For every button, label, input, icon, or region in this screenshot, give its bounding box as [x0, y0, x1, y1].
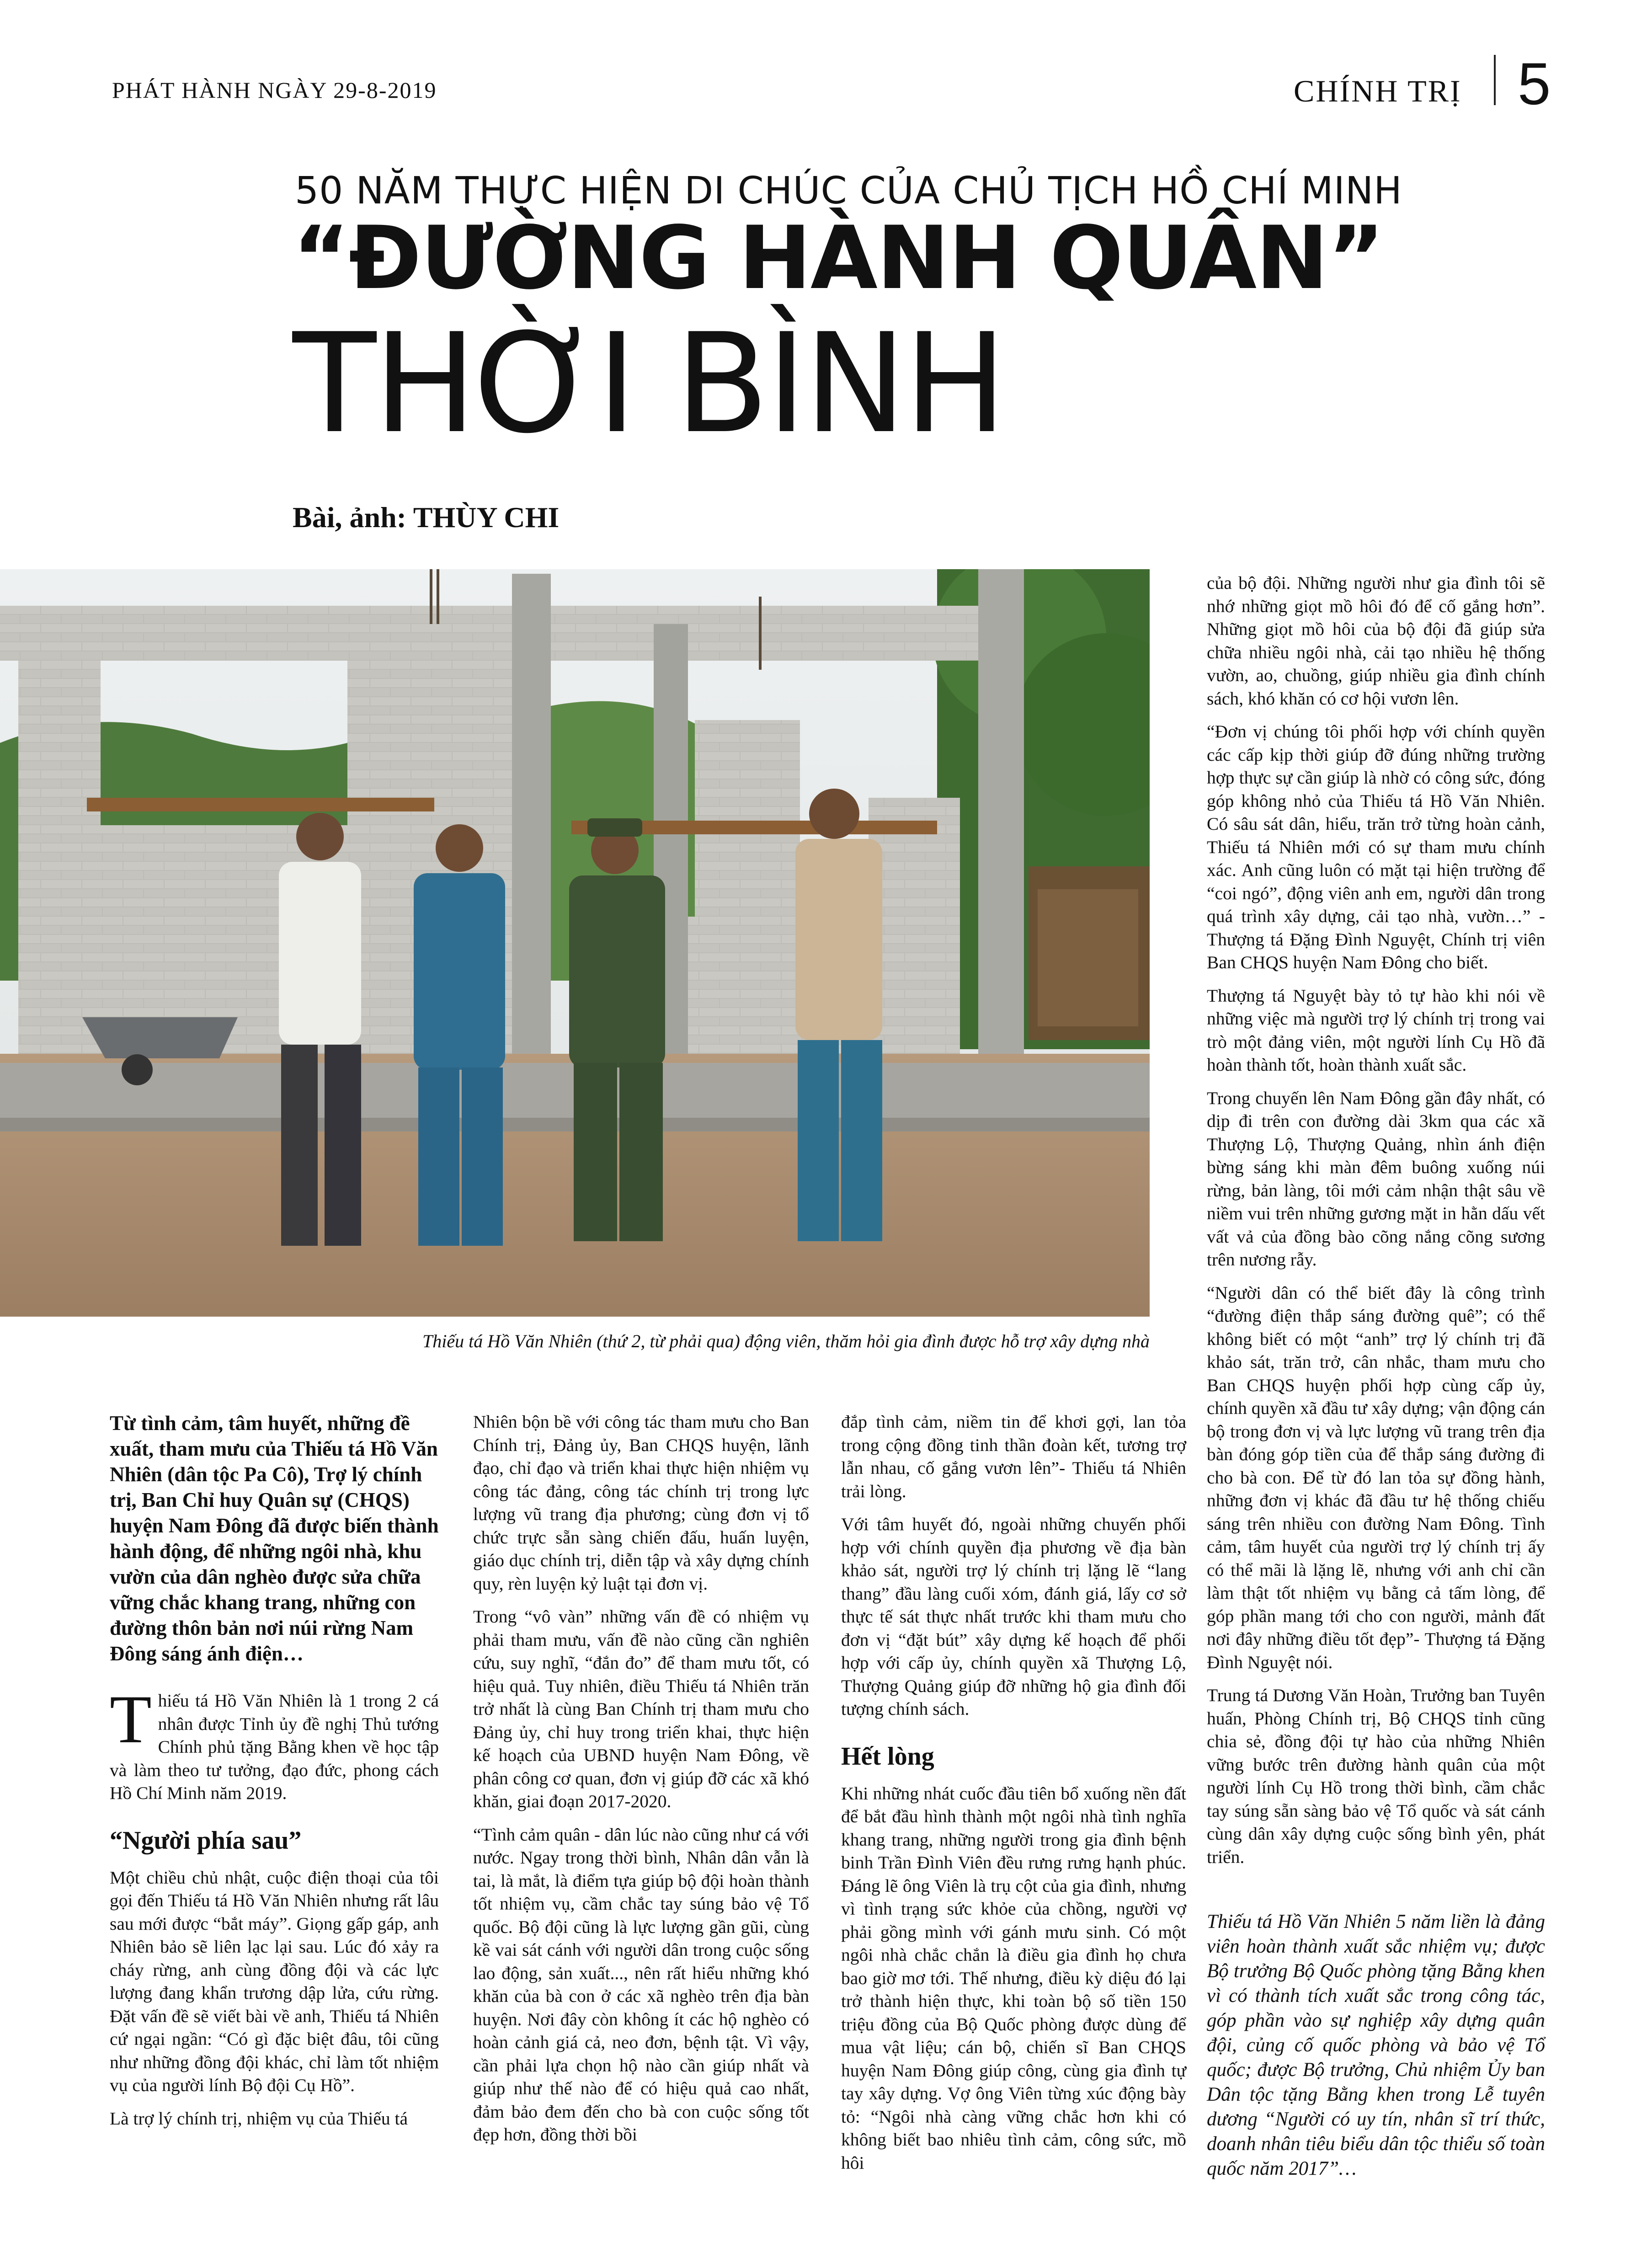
article-photo	[0, 569, 1150, 1317]
body-paragraph: Khi những nhát cuốc đầu tiên bổ xuống nền đất để bắt đầu hình thành một ngôi nhà tình nghĩa khang trang, những người trong gia đình bệnh binh Trần Đình Viên đều rưng rưng hạnh phúc. Đáng lẽ ông Viên là trụ cột của gia đình, nhưng vì tình trạng sức khỏe của chồng, người vợ phải gồng mình với gánh mưu sinh. Có một ngôi nhà chắc chắn là điều gia đình họ chưa bao giờ mơ tới. Thế nhưng, điều kỳ diệu đó lại trở thành hiện thực, khi toàn bộ số tiền 150 triệu đồng của Bộ Quốc phòng được dùng để mua vật liệu; cán bộ, chiến sĩ Ban CHQS huyện Nam Đông giúp công, cùng gia đình tự tay xây dựng. Vợ ông Viên từng xúc động bày tỏ: “Ngôi nhà càng vững chắc hơn khi có không biết bao nhiêu tình cảm, công sức, mồ hôi	[841, 1783, 1186, 2173]
body-paragraph: Thượng tá Nguyệt bày tỏ tự hào khi nói về những việc mà người trợ lý chính trị trong vai trò một đảng viên, một người lính Cụ Hồ đã hoàn thành tốt, hoàn thành xuất sắc.	[1207, 985, 1545, 1075]
section-name: CHÍNH TRỊ	[1294, 74, 1462, 108]
photo-illustration	[0, 569, 1150, 1317]
body-paragraph: “Đơn vị chúng tôi phối hợp với chính quyền các cấp kịp thời giúp đỡ đúng những trường hợp thực sự cần giúp là nhờ có công sức, đóng góp không nhỏ của Thiếu tá Hồ Văn Nhiên. Có sâu sát dân, hiểu, trăn trở từng hoàn cảnh, Thiếu tá Nhiên mới có sự tham mưu chính xác. Anh cũng luôn có mặt tại hiện trường để “coi ngó”, động viên anh em, người dân trong quá trình xây dựng, cải tạo nhà, vườn…” - Thượng tá Đặng Đình Nguyệt, Chính trị viên Ban CHQS huyện Nam Đông cho biết.	[1207, 721, 1545, 972]
column-3	[841, 1410, 1186, 2184]
body-paragraph: Với tâm huyết đó, ngoài những chuyến phối hợp với chính quyền địa phương về địa bàn khảo sát, người trợ lý chính trị lặng lẽ “lang thang” đầu làng cuối xóm, đánh giá, lấy cơ sở thực tế sát thực nhất trước khi tham mưu cho đơn vị “đặt bút” xây dựng kế hoạch để phối hợp với cấp ủy, chính quyền xã Thượng Lộ, Thượng Quảng giúp đỡ những hộ gia đình đối tượng chính sách.	[841, 1514, 1186, 1719]
article-kicker: 50 NĂM THỰC HIỆN DI CHÚC CỦA CHỦ TỊCH HỒ CHÍ MINH	[295, 169, 1402, 213]
body-paragraph: Trung tá Dương Văn Hoàn, Trưởng ban Tuyên huấn, Phòng Chính trị, Bộ CHQS tỉnh cũng chia sẻ, đồng đội tự hào của những Nhiên vững bước trên đường hành quân của một người lính Cụ Hồ trong thời bình, cầm chắc tay súng sẵn sàng bảo vệ Tổ quốc và sát cánh cùng dân xây dựng cuộc sống bình yên, phát triển.	[1207, 1685, 1545, 1867]
body-paragraph: “Người dân có thể biết đây là công trình “đường điện thắp sáng đường quê”; có thể không biết có một “anh” trợ lý chính trị đã khảo sát, trăn trở, cân nhắc, tham mưu cho Ban CHQS huyện phối hợp cùng cấp ủy, chính quyền xã đầu tư xây dựng; vận động cán bộ trong đơn vị và lực lượng vũ trang trên địa bàn đóng góp tiền của để thắp sáng đường đi cho bà con. Để từ đó lan tỏa sự đồng hành, những đơn vị khác đã đầu tư hệ thống chiếu sáng trên nhiều con đường Nam Đông. Tình cảm, tâm huyết của người trợ lý chính trị ấy có thể mãi là lặng lẽ, nhưng với anh chỉ cần làm thật tốt nhiệm vụ bằng cả tấm lòng, để góp phần mang tới cho con người, mảnh đất nơi đây những điều tốt đẹp”- Thượng tá Đặng Đình Nguyệt nói.	[1207, 1282, 1545, 1672]
intro-paragraph	[110, 1681, 439, 1805]
sidebar-note: Thiếu tá Hồ Văn Nhiên 5 năm liền là đảng viên hoàn thành xuất sắc nhiệm vụ; được Bộ trưởng Bộ Quốc phòng tặng Bằng khen vì có thành tích xuất sắc trong công tác, góp phần vào sự nghiệp xây dựng quân đội, củng cố quốc phòng và bảo vệ Tổ quốc; được Bộ trưởng, Chủ nhiệm Ủy ban Dân tộc tặng Bằng khen trong Lễ tuyên dương “Người có uy tín, nhân sĩ trí thức, doanh nhân tiêu biểu dân tộc thiểu số toàn quốc năm 2017”…	[1207, 1911, 1545, 2179]
body-paragraph: Một chiều chủ nhật, cuộc điện thoại của tôi gọi đến Thiếu tá Hồ Văn Nhiên nhưng rất lâu sau mới được “bắt máy”. Giọng gấp gáp, anh Nhiên bảo sẽ liên lạc lại sau. Lúc đó xảy ra cháy rừng, anh cùng đồng đội và các lực lượng đang khẩn trương dập lửa, cứu rừng. Đặt vấn đề sẽ viết bài về anh, Thiếu tá Nhiên cứ ngại ngần: “Có gì đặc biệt đâu, tôi cũng như những đồng đội khác, chỉ làm tốt nhiệm vụ của người lính Bộ đội Cụ Hồ”.	[110, 1867, 439, 2095]
subhead-nguoi-phia-sau: “Người phía sau”	[110, 1826, 302, 1855]
body-paragraph: Là trợ lý chính trị, nhiệm vụ của Thiếu tá	[110, 2108, 408, 2129]
headline-line-1: “ĐƯỜNG HÀNH QUÂN”	[293, 208, 1384, 309]
drop-cap: T	[110, 1681, 152, 1757]
column-1	[110, 1410, 439, 2140]
column-4	[1207, 571, 1545, 2191]
subhead-het-long: Hết lòng	[841, 1742, 934, 1771]
body-paragraph: Trong “vô vàn” những vấn đề có nhiệm vụ phải tham mưu, vấn đề nào cũng cần nghiên cứu, suy nghĩ, “đắn đo” để tham mưu tốt, có hiệu quả. Tuy nhiên, điều Thiếu tá Nhiên trăn trở nhất là cùng Ban Chính trị tham mưu cho Đảng ủy, chỉ huy trong triển khai, thực hiện kế hoạch của UBND huyện Nam Đông, về phân công cơ quan, đơn vị giúp đỡ các xã khó khăn, giai đoạn 2017-2020.	[473, 1606, 809, 1811]
byline: Bài, ảnh: THÙY CHI	[293, 501, 560, 534]
intro-text: hiếu tá Hồ Văn Nhiên là 1 trong 2 cá nhân được Tỉnh ủy đề nghị Thủ tướng Chính phủ tặng Bằng khen về học tập và làm theo tư tưởng, đạo đức, phong cách Hồ Chí Minh năm 2019.	[110, 1691, 439, 1803]
article-lead: Từ tình cảm, tâm huyết, những đề xuất, tham mưu của Thiếu tá Hồ Văn Nhiên (dân tộc Pa Cô), Trợ lý chính trị, Ban Chỉ huy Quân sự (CHQS) huyện Nam Đông đã được biến thành hành động, để những ngôi nhà, khu vườn của dân nghèo được sửa chữa vững chắc khang trang, những con đường thôn bản nơi núi rừng Nam Đông sáng ánh điện…	[110, 1412, 439, 1665]
photo-caption: Thiếu tá Hồ Văn Nhiên (thứ 2, từ phải qua) động viên, thăm hỏi gia đình được hỗ trợ xây dựng nhà	[422, 1331, 1150, 1351]
issue-date: PHÁT HÀNH NGÀY 29-8-2019	[112, 77, 437, 103]
body-paragraph: Nhiên bộn bề với công tác tham mưu cho Ban Chính trị, Đảng ủy, Ban CHQS huyện, lãnh đạo, chỉ đạo và triển khai thực hiện nhiệm vụ công tác đảng, công tác chính trị trong lực lượng vũ trang địa phương; cùng đơn vị tổ chức trực sẵn sàng chiến đấu, huấn luyện, giáo dục chính trị, diễn tập và xây dựng chính quy, rèn luyện kỷ luật tại đơn vị.	[473, 1412, 809, 1594]
column-2	[473, 1410, 809, 2156]
page-number: 5	[1518, 50, 1551, 117]
body-paragraph: của bộ đội. Những người như gia đình tôi sẽ nhớ những giọt mồ hôi đó để cố gắng hơn”. Những giọt mồ hôi của bộ đội đã giúp sửa chữa nhiều ngôi nhà, cải tạo nhiều hệ thống vườn, ao, chuồng, giúp nhiều gia đình chính sách, khó khăn có cơ hội vươn lên.	[1207, 573, 1545, 709]
section-divider	[1494, 55, 1496, 105]
body-paragraph: đắp tình cảm, niềm tin để khơi gợi, lan tỏa trong cộng đồng tinh thần đoàn kết, tương trợ lẫn nhau, cố gắng vươn lên”- Thiếu tá Nhiên trải lòng.	[841, 1412, 1186, 1501]
headline-line-2: THỜI BÌNH	[293, 304, 1004, 464]
body-paragraph: “Tình cảm quân - dân lúc nào cũng như cá với nước. Ngay trong thời bình, Nhân dân vẫn là tai, là mắt, là điểm tựa giúp bộ đội hoàn thành tốt nhiệm vụ, cầm chắc tay súng bảo vệ Tổ quốc. Bộ đội cũng là lực lượng gần gũi, cùng kề vai sát cánh với người dân trong cuộc sống lao động, sản xuất..., nên rất hiểu những khó khăn của bà con ở các xã nghèo trên địa bàn huyện. Nơi đây còn không ít các hộ nghèo có hoàn cảnh giá cả, neo đơn, bệnh tật. Vì vậy, cần phải lựa chọn hộ nào cần giúp nhất và giúp như thế nào để có hiệu quả cao nhất, đảm bảo đem đến cho bà con cuộc sống tốt đẹp hơn, đồng thời bồi	[473, 1824, 809, 2145]
body-paragraph: Trong chuyến lên Nam Đông gần đây nhất, có dịp đi trên con đường dài 3km qua các xã Thượng Lộ, Thượng Quảng, nhìn ánh điện bừng sáng khi màn đêm buông xuống núi rừng, bản làng, tôi mới cảm nhận thật sâu về niềm vui trên những gương mặt in hằn dấu vết vất vả của đồng bào cõng nắng cõng sương trên nương rẫy.	[1207, 1088, 1545, 1270]
